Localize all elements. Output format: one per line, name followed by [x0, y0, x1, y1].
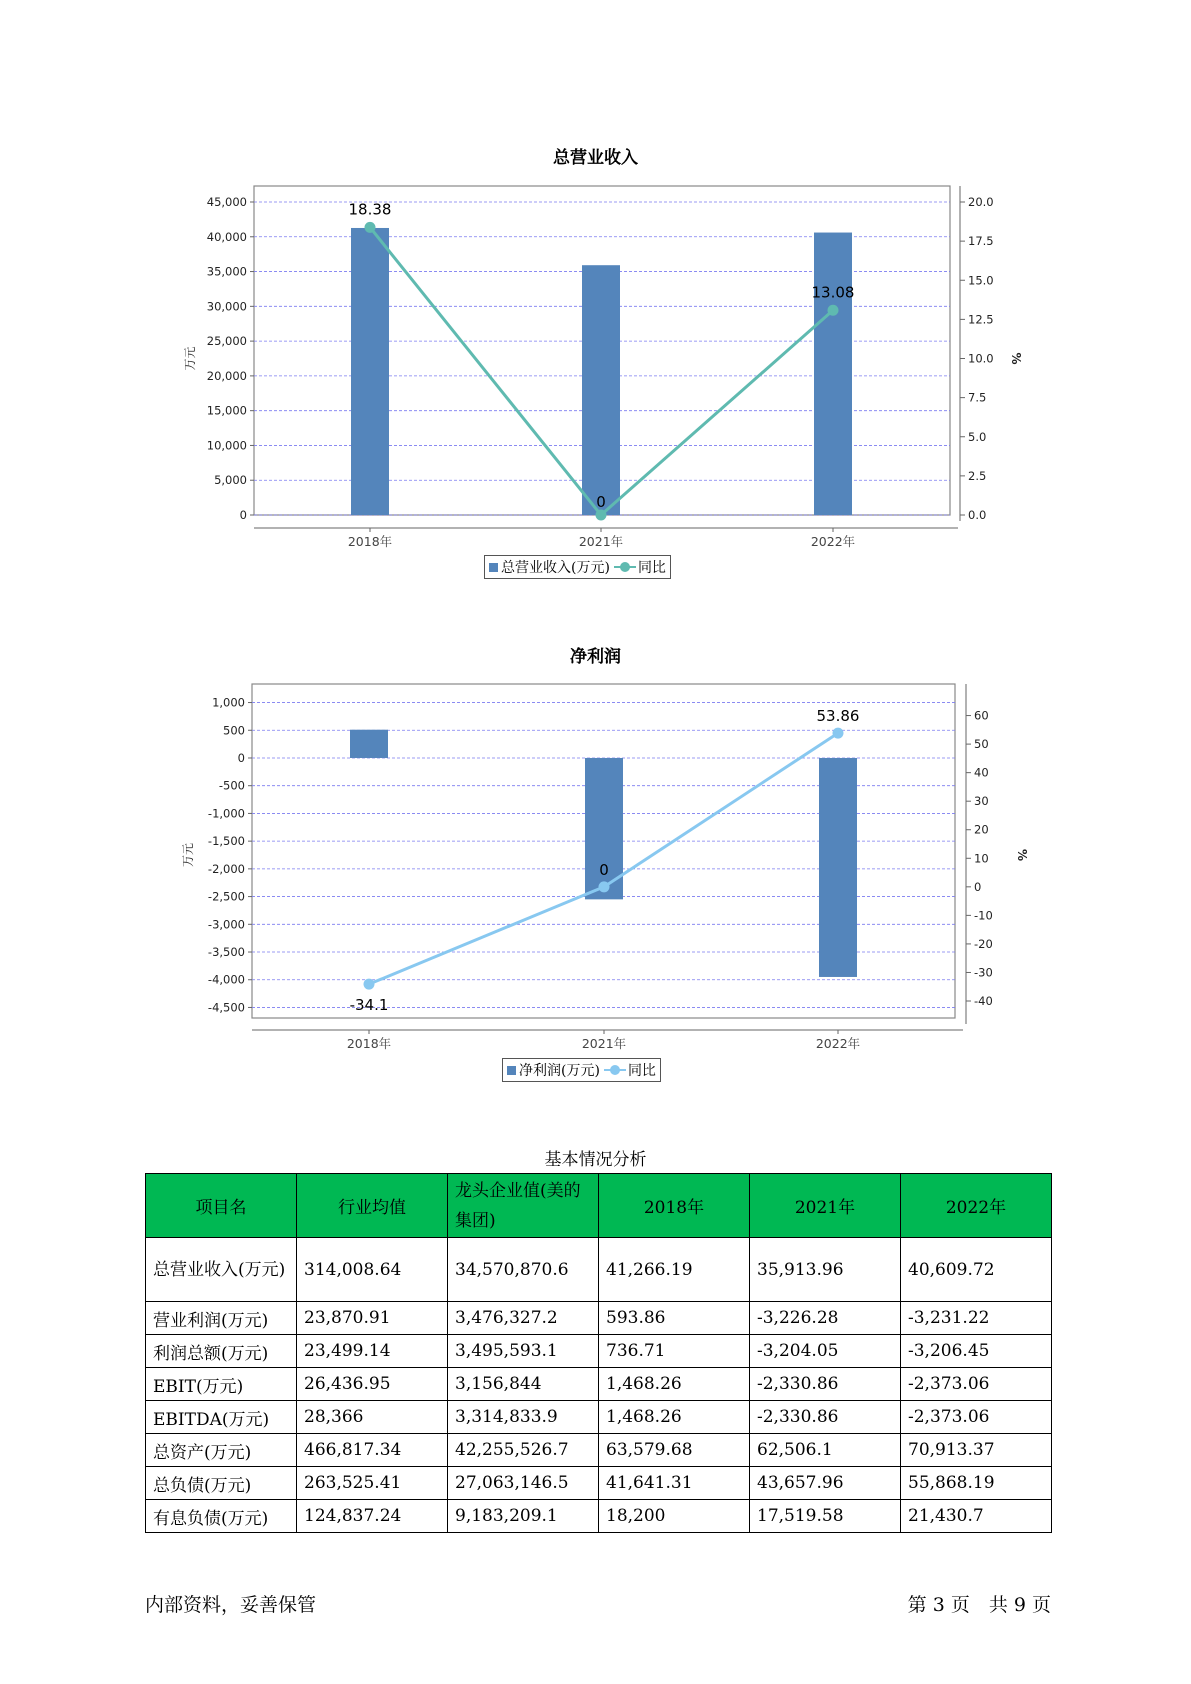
legend-bar-swatch: [489, 563, 498, 572]
chart2-title: 净利润: [570, 647, 621, 667]
value-cell: -2,373.06: [901, 1401, 1052, 1434]
value-cell: 23,499.14: [297, 1335, 448, 1368]
row-label-cell: 有息负债(万元): [146, 1500, 297, 1533]
y2-tick-label: 15.0: [968, 273, 994, 288]
x-tick-label: 2021年: [578, 534, 624, 549]
y-tick-label: 20,000: [206, 368, 247, 383]
y2-tick-label: 10.0: [968, 351, 994, 366]
header-cell: 2018年: [599, 1174, 750, 1238]
value-cell: -2,373.06: [901, 1368, 1052, 1401]
yoy-data-label: 0: [599, 860, 609, 879]
y-tick-label: -3,000: [207, 917, 245, 932]
value-cell: 124,837.24: [297, 1500, 448, 1533]
legend-bar-label: 净利润(万元): [519, 1063, 600, 1079]
row-label-cell: 总负债(万元): [146, 1467, 297, 1500]
table-row: [146, 1500, 1052, 1533]
y2-tick-label: 2.5: [968, 468, 987, 483]
value-cell: 314,008.64: [297, 1238, 448, 1302]
value-cell: 27,063,146.5: [448, 1467, 599, 1500]
y-tick-label: -500: [218, 778, 245, 793]
value-cell: 18,200: [599, 1500, 750, 1533]
row-label-cell: 总营业收入(万元): [146, 1238, 297, 1302]
table-row: [146, 1335, 1052, 1368]
table-title: 基本情况分析: [544, 1150, 647, 1170]
header-cell: 2022年: [901, 1174, 1052, 1238]
value-cell: -2,330.86: [750, 1401, 901, 1434]
value-cell: -3,204.05: [750, 1335, 901, 1368]
table-row: [146, 1302, 1052, 1335]
table-row: [146, 1238, 1052, 1302]
row-label-cell: 总资产(万元): [146, 1434, 297, 1467]
footer-page-number: 第 3 页 共 9 页: [907, 1594, 1051, 1616]
value-cell: 3,495,593.1: [448, 1335, 599, 1368]
x-tick-label: 2021年: [581, 1036, 627, 1051]
y-tick-label: -1,500: [207, 834, 245, 849]
y2-tick-label: 0: [974, 879, 982, 894]
value-cell: 736.71: [599, 1335, 750, 1368]
row-label-cell: EBIT(万元): [146, 1368, 297, 1401]
value-cell: 43,657.96: [750, 1467, 901, 1500]
value-cell: 1,468.26: [599, 1368, 750, 1401]
y-tick-label: -4,500: [207, 1000, 245, 1015]
y-tick-label: 25,000: [206, 334, 247, 349]
y2-axis-title: %: [1009, 352, 1023, 365]
y2-tick-label: 7.5: [968, 390, 987, 405]
bar: [582, 265, 620, 515]
y2-tick-label: 30: [974, 794, 989, 809]
value-cell: -3,231.22: [901, 1302, 1052, 1335]
row-label-cell: 营业利润(万元): [146, 1302, 297, 1335]
y2-tick-label: 20.0: [968, 195, 994, 209]
value-cell: 23,870.91: [297, 1302, 448, 1335]
y-tick-label: -3,500: [207, 945, 245, 960]
value-cell: 42,255,526.7: [448, 1434, 599, 1467]
y-axis-title: 万元: [183, 346, 197, 371]
value-cell: 41,266.19: [599, 1238, 750, 1302]
bar: [814, 233, 852, 515]
x-tick-label: 2018年: [346, 1036, 392, 1051]
value-cell: 21,430.7: [901, 1500, 1052, 1533]
x-tick-label: 2022年: [810, 534, 856, 549]
yoy-data-label: 18.38: [348, 200, 392, 219]
value-cell: 35,913.96: [750, 1238, 901, 1302]
value-cell: 3,156,844: [448, 1368, 599, 1401]
yoy-point: [833, 728, 844, 739]
table-header-row: [146, 1174, 1052, 1238]
bar: [350, 730, 388, 758]
legend-bar-label: 总营业收入(万元): [501, 560, 610, 576]
x-tick-label: 2022年: [815, 1036, 861, 1051]
header-cell: 项目名: [146, 1174, 297, 1238]
bar: [351, 228, 389, 515]
legend-line-label: 同比: [627, 1063, 656, 1079]
yoy-data-label: 13.08: [811, 283, 855, 302]
value-cell: 1,468.26: [599, 1401, 750, 1434]
table-row: [146, 1368, 1052, 1401]
value-cell: 593.86: [599, 1302, 750, 1335]
yoy-point: [828, 305, 839, 316]
y-tick-label: 500: [223, 723, 245, 738]
value-cell: 9,183,209.1: [448, 1500, 599, 1533]
y-tick-label: 40,000: [206, 229, 247, 244]
header-cell: 行业均值: [297, 1174, 448, 1238]
value-cell: 263,525.41: [297, 1467, 448, 1500]
y2-tick-label: 0.0: [968, 508, 987, 522]
y2-tick-label: 20: [974, 822, 989, 837]
y2-tick-label: 12.5: [968, 312, 994, 327]
y2-tick-label: 10: [974, 851, 989, 866]
y-tick-label: 5,000: [214, 473, 247, 488]
x-tick-label: 2018年: [347, 534, 393, 549]
y2-tick-label: 17.5: [968, 234, 994, 249]
y-tick-label: -2,500: [207, 889, 245, 904]
y-tick-label: 15,000: [206, 403, 247, 418]
footer-confidential: 内部资料，妥善保管: [145, 1594, 317, 1616]
y2-tick-label: 60: [974, 708, 989, 723]
value-cell: 41,641.31: [599, 1467, 750, 1500]
yoy-point: [364, 979, 375, 990]
chart2-legend: [502, 1058, 661, 1082]
table-row: [146, 1401, 1052, 1434]
table-row: [146, 1467, 1052, 1500]
y-axis-title: 万元: [181, 842, 195, 868]
y-tick-label: 45,000: [206, 195, 247, 209]
y-tick-label: 30,000: [206, 299, 247, 314]
y-tick-label: 1,000: [212, 695, 245, 710]
value-cell: 34,570,870.6: [448, 1238, 599, 1302]
legend-line-marker: [604, 1065, 626, 1075]
y-tick-label: -2,000: [207, 861, 245, 876]
y2-tick-label: 5.0: [968, 429, 987, 444]
legend-line-marker: [614, 562, 636, 572]
value-cell: 26,436.95: [297, 1368, 448, 1401]
y-tick-label: -4,000: [207, 972, 245, 987]
legend-line-label: 同比: [637, 560, 666, 576]
y-tick-label: 10,000: [206, 438, 247, 453]
yoy-data-label: -34.1: [349, 996, 389, 1015]
y2-tick-label: -20: [974, 936, 993, 951]
value-cell: 40,609.72: [901, 1238, 1052, 1302]
y2-tick-label: -30: [974, 965, 993, 980]
chart-net-profit: [0, 670, 1191, 1070]
y-tick-label: -1,000: [207, 806, 245, 821]
yoy-point: [365, 222, 376, 233]
y2-tick-label: 50: [974, 737, 989, 752]
value-cell: -3,226.28: [750, 1302, 901, 1335]
y2-tick-label: -10: [974, 908, 993, 923]
y2-tick-label: 40: [974, 765, 989, 780]
chart1-title: 总营业收入: [553, 148, 638, 168]
bar: [819, 758, 857, 977]
header-cell: 2021年: [750, 1174, 901, 1238]
value-cell: 62,506.1: [750, 1434, 901, 1467]
row-label-cell: EBITDA(万元): [146, 1401, 297, 1434]
y2-tick-label: -40: [974, 994, 993, 1009]
header-cell: 龙头企业值(美的集团): [448, 1174, 599, 1238]
basic-analysis-table: [145, 1173, 1052, 1533]
value-cell: -3,206.45: [901, 1335, 1052, 1368]
row-label-cell: 利润总额(万元): [146, 1335, 297, 1368]
value-cell: 28,366: [297, 1401, 448, 1434]
legend-bar-swatch: [507, 1066, 516, 1075]
yoy-data-label: 53.86: [816, 707, 860, 726]
y-tick-label: 0: [237, 750, 245, 765]
y2-axis-title: %: [1015, 848, 1029, 862]
value-cell: 70,913.37: [901, 1434, 1052, 1467]
yoy-point: [596, 510, 607, 521]
chart-revenue: [0, 170, 1191, 590]
value-cell: 63,579.68: [599, 1434, 750, 1467]
table-row: [146, 1434, 1052, 1467]
yoy-data-label: 0: [596, 493, 606, 511]
value-cell: -2,330.86: [750, 1368, 901, 1401]
chart1-legend: [484, 555, 671, 579]
value-cell: 3,476,327.2: [448, 1302, 599, 1335]
y-tick-label: 35,000: [206, 264, 247, 279]
value-cell: 3,314,833.9: [448, 1401, 599, 1434]
value-cell: 55,868.19: [901, 1467, 1052, 1500]
value-cell: 466,817.34: [297, 1434, 448, 1467]
value-cell: 17,519.58: [750, 1500, 901, 1533]
yoy-point: [599, 881, 610, 892]
y-tick-label: 0: [239, 508, 247, 522]
